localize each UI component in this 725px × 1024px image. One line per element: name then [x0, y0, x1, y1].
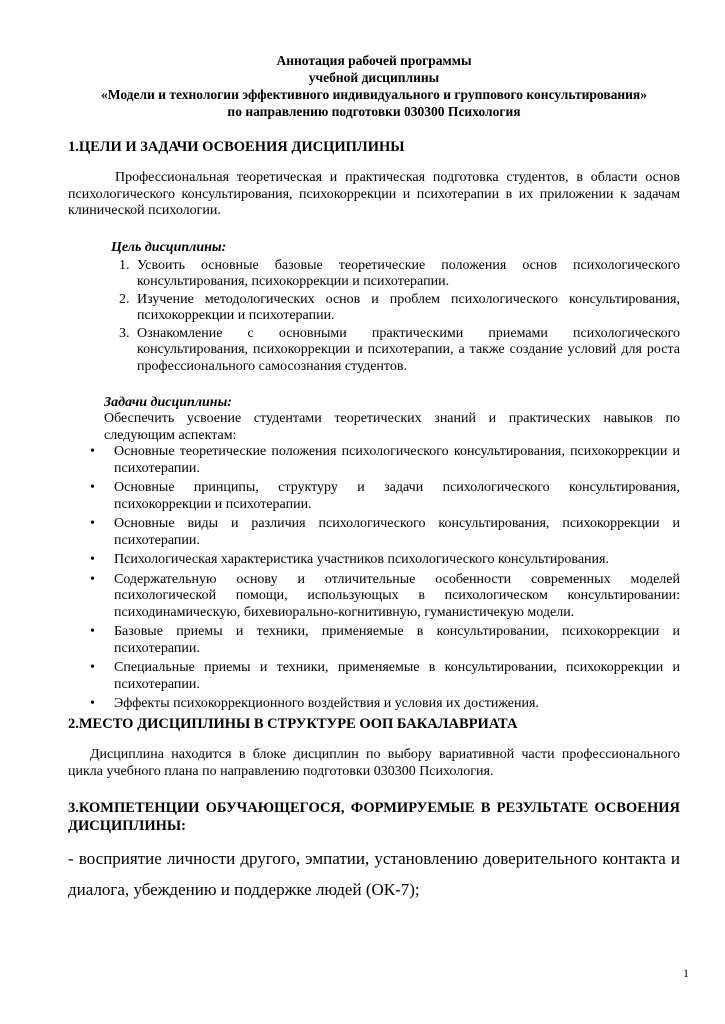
goal-item: 2. Изучение методологических основ и проблем психологического консультирования, психокоррекции и психотерапии. [133, 292, 680, 325]
bullet-icon: • [90, 444, 95, 459]
header-subtitle: учебной дисциплины [308, 70, 440, 85]
section-3-text: - восприятие личности другого, эмпатии, установлению доверительного контакта и диалога, убеждению и поддержке людей (ОК-7); [68, 849, 680, 899]
section-2 [68, 715, 680, 780]
tasks-list [68, 444, 680, 713]
bullet-icon: • [90, 552, 95, 567]
goals-title: Цель дисциплины: [111, 239, 227, 255]
goal-item: 1. Усвоить основные базовые теоретические положения основ психологического консультирования, психокоррекции и психотерапии. [133, 258, 680, 291]
task-item [90, 516, 680, 549]
section-1-title: 1.ЦЕЛИ И ЗАДАЧИ ОСВОЕНИЯ ДИСЦИПЛИНЫ [68, 139, 405, 155]
goal-item: 3. Ознакомление с основными практическими приемами психологического консультирования, психокоррекции и психотерапии, а также создание условий для роста профессионального самосознания студентов. [133, 326, 680, 376]
bullet-icon: • [90, 696, 95, 711]
section-3 [68, 799, 680, 905]
page-number: 1 [683, 966, 689, 980]
header-title: Аннотация рабочей программы [276, 53, 472, 68]
task-text: Эффекты психокоррекционного воздействия и условия их достижения. [114, 696, 539, 711]
section-1-intro: Профессиональная теоретическая и практическая подготовка студентов, в области основ психологического консультирования, психокоррекции и психотерапии в их приложении к задачам клинической психологии. [68, 170, 680, 218]
header-direction: по направлению подготовки 030300 Психология [227, 104, 521, 119]
section-1 [68, 138, 680, 716]
section-3-title: 3.КОМПЕТЕНЦИИ ОБУЧАЮЩЕГОСЯ, ФОРМИРУЕМЫЕ В РЕЗУЛЬТАТЕ ОСВОЕНИЯ ДИСЦИПЛИНЫ: [68, 800, 680, 834]
goals-list [68, 258, 680, 376]
section-2-title: 2.МЕСТО ДИСЦИПЛИНЫ В СТРУКТУРЕ ООП БАКАЛАВРИАТА [68, 716, 518, 732]
bullet-icon: • [90, 571, 95, 587]
annotation-header [68, 52, 680, 120]
header-course-name: «Модели и технологии эффективного индивидуального и группового консультирования» [101, 87, 647, 102]
task-text: Основные виды и различия психологического консультирования, психокоррекции и психотерапии. [114, 516, 680, 548]
bullet-icon: • [90, 480, 95, 495]
task-text: Основные теоретические положения психологического консультирования, психокоррекции и психотерапии. [114, 444, 680, 476]
task-item [90, 552, 680, 569]
tasks-intro: Обеспечить усвоение студентами теоретических знаний и практических навыков по следующим аспектам: [104, 411, 680, 443]
bullet-icon: • [90, 516, 95, 531]
task-text: Базовые приемы и техники, применяемые в консультировании, психокоррекции и психотерапии. [114, 624, 680, 656]
task-item [90, 444, 680, 477]
task-text: Специальные приемы и техники, применяемые в консультировании, психокоррекции и психотерапии. [114, 660, 680, 692]
task-item [90, 660, 680, 693]
task-text: Основные принципы, структуру и задачи психологического консультирования, психокоррекции и психотерапии. [114, 480, 680, 512]
bullet-icon: • [90, 660, 95, 675]
task-text: Психологическая характеристика участников психологического консультирования. [114, 552, 609, 567]
task-text: Содержательную основу и отличительные особенности современных моделей психологической помощи, использующых в психологическом консультировании: психодинамическую, бихевиорально-когнитивную, гуманистичекую модели. [114, 571, 680, 620]
task-item [90, 480, 680, 513]
tasks-title: Задачи дисциплины: [104, 395, 232, 410]
section-2-text: Дисциплина находится в блоке дисциплин по выбору вариативной части профессионального цикла учебного плана по направлению подготовки 030300 Психология. [68, 747, 680, 779]
task-item [90, 696, 680, 713]
bullet-icon: • [90, 624, 95, 639]
task-item [90, 624, 680, 657]
task-item [90, 571, 680, 622]
